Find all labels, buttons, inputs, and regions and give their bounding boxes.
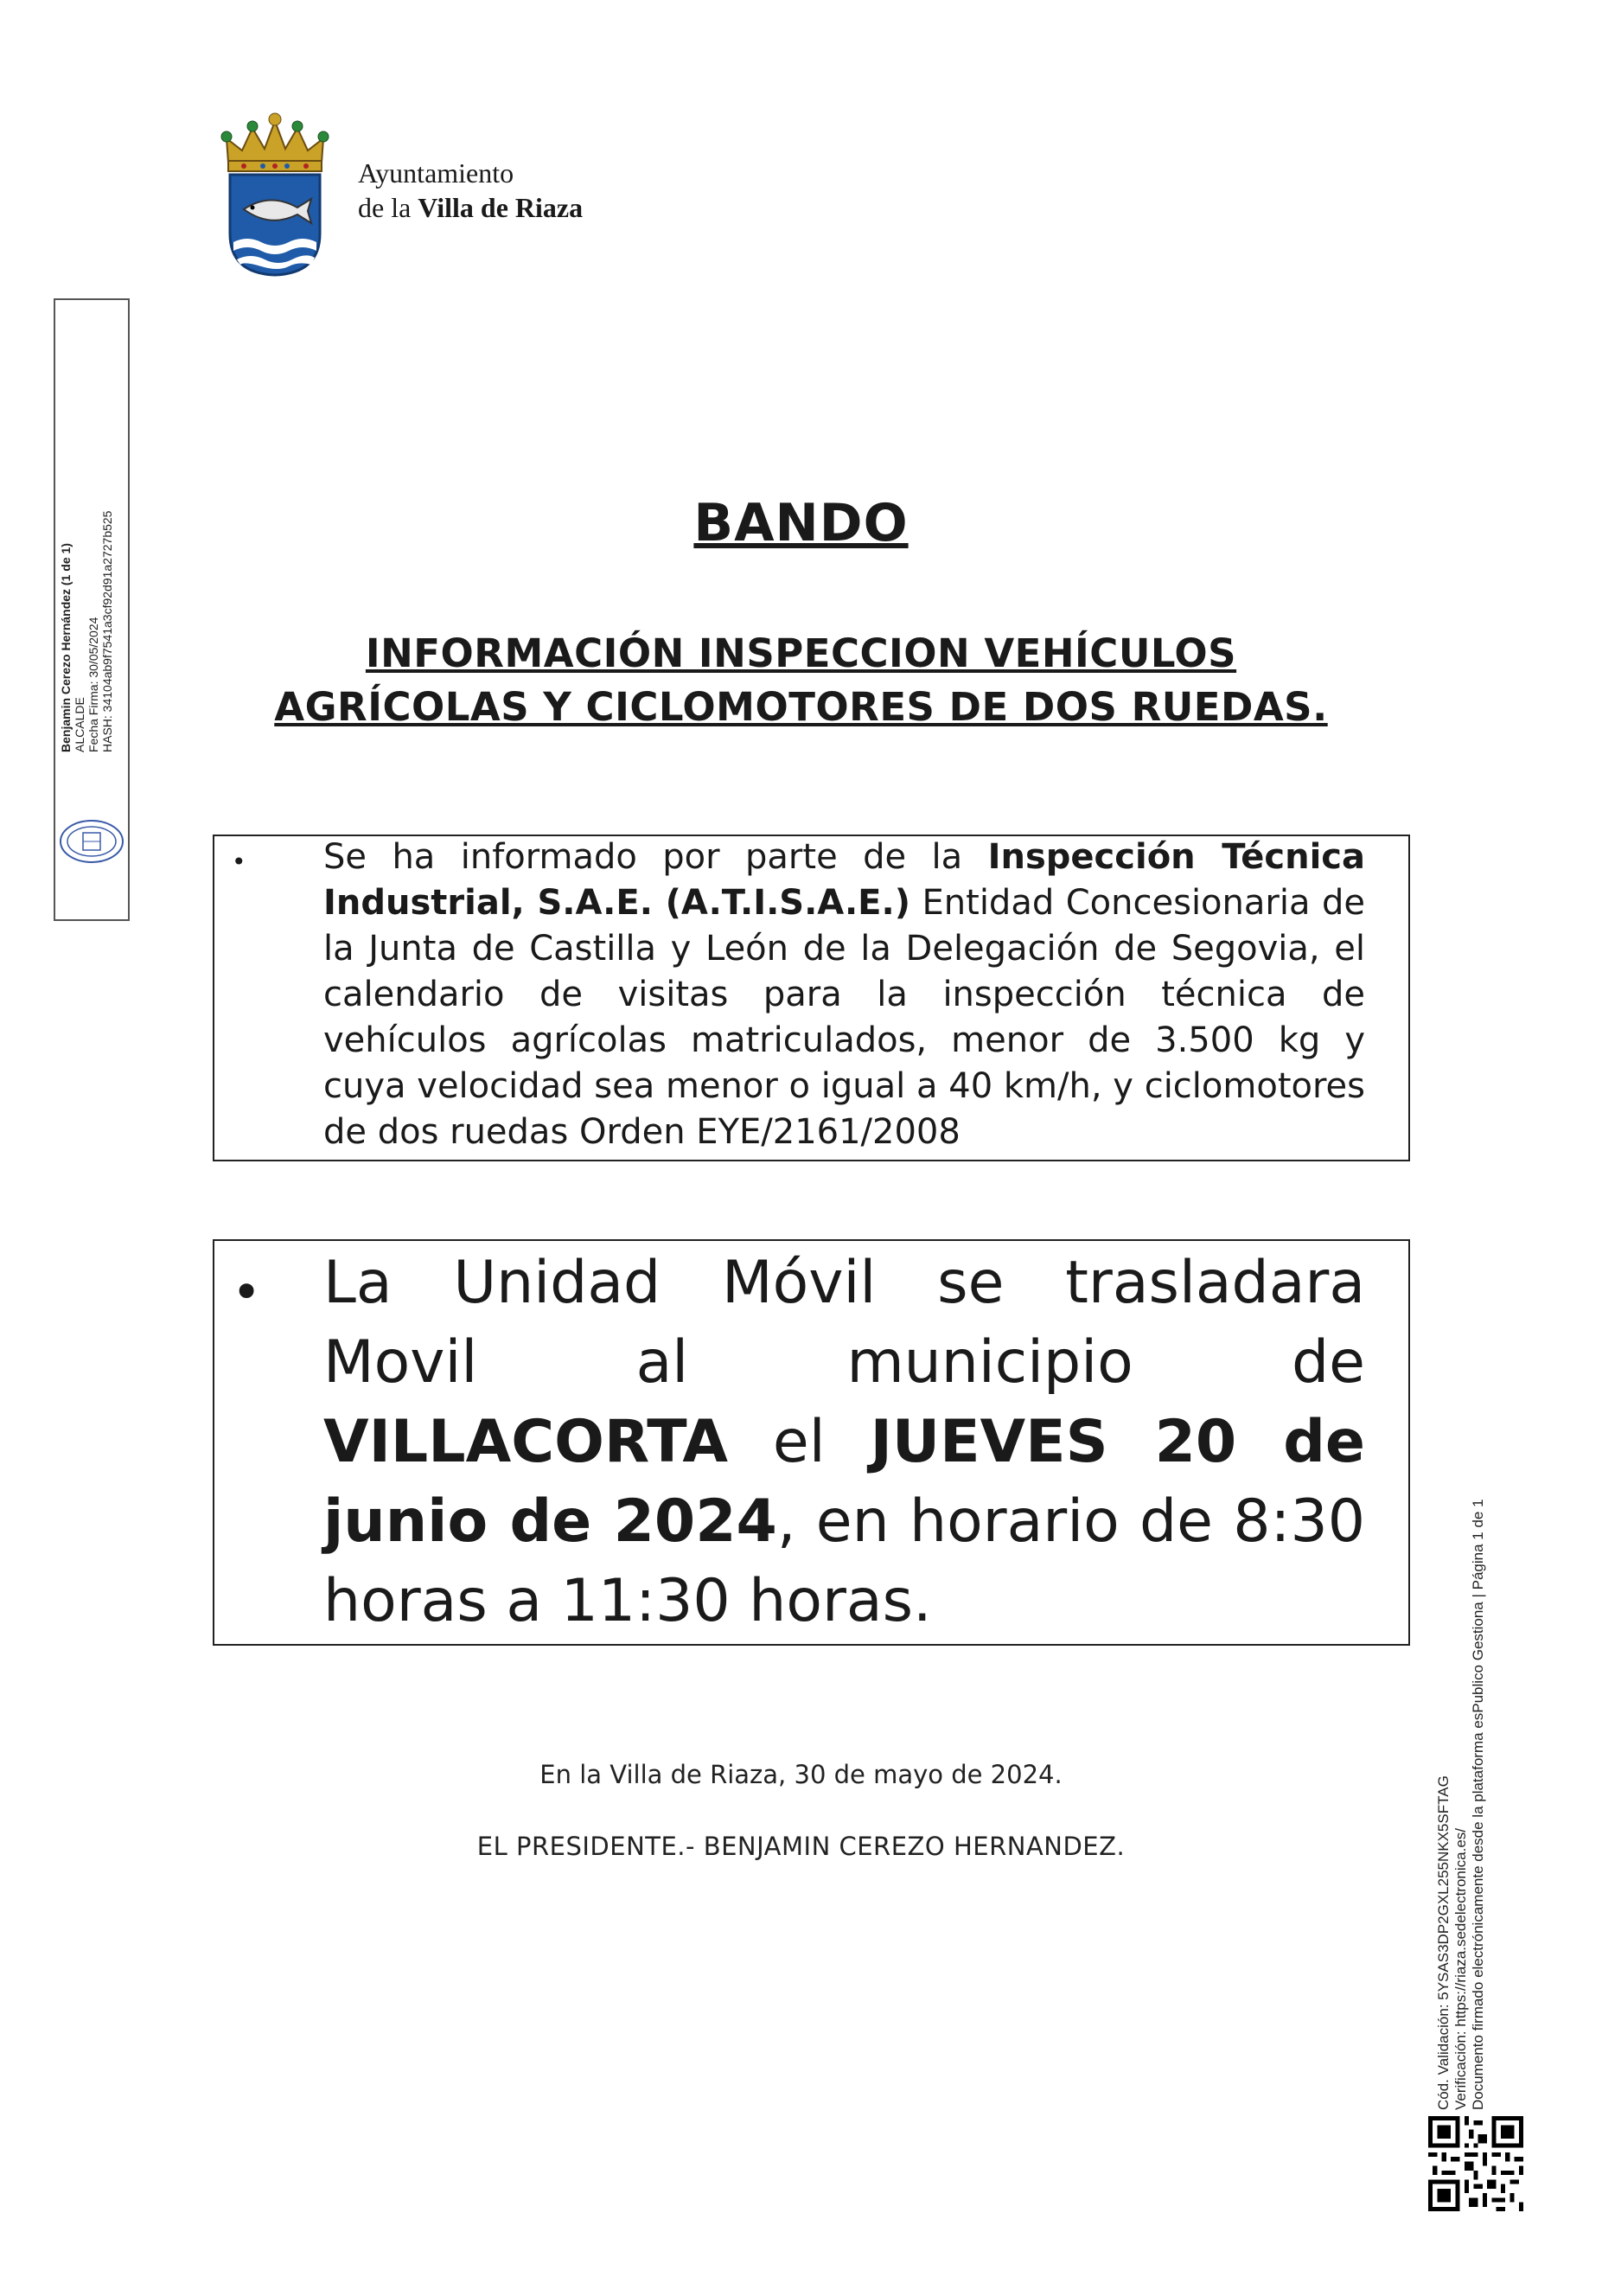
- p2-date: JUEVES 20 de junio de 2024: [323, 1408, 1365, 1556]
- verification-url: Verificación: https://riaza.sedelectronica.es/: [1452, 1828, 1469, 2110]
- p1-text-pre: Se ha informado por parte de la: [323, 837, 988, 877]
- p2-text-2: el: [727, 1408, 871, 1476]
- page-subtitle: [0, 627, 1602, 734]
- signature-name: Benjamin Cerezo Hernández (1 de 1): [59, 543, 73, 752]
- qr-code-icon: [1428, 2116, 1523, 2211]
- org-line-2-bold: Villa de Riaza: [418, 192, 584, 223]
- signature-date: Fecha Firma: 30/05/2024: [86, 617, 100, 752]
- organization-name: [358, 156, 583, 225]
- p2-text-1: La Unidad Móvil se trasladara Movil al municipio de: [323, 1249, 1365, 1397]
- signer: EL PRESIDENTE.- BENJAMIN CEREZO HERNANDEZ.: [476, 1832, 1126, 1861]
- place-date: En la Villa de Riaza, 30 de mayo de 2024.: [539, 1760, 1063, 1789]
- p1-text-post: Entidad Concesionaria de la Junta de Castilla y León de la Delegación de Segovia, el calendario de visitas para la inspección técnica de vehículos agrícolas matriculados, menor de 3.500 kg y cuya velocidad sea menor o igual a 40 km/h, y ciclomotores de dos ruedas Orden EYE/2161/2008: [323, 883, 1365, 1152]
- subtitle-line-1: INFORMACIÓN INSPECCION VEHÍCULOS: [365, 630, 1237, 676]
- verification-note: Documento firmado electrónicamente desde la plataforma esPublico Gestiona | Página 1 de 1: [1470, 1499, 1486, 2110]
- signature-hash: HASH: 34104ab9f7541a3cf92d91a2727b525: [100, 510, 114, 752]
- verification-code: Cód. Validación: 5YSAS3DP2GXL255NKX5SFTAG: [1435, 1775, 1452, 2110]
- page-title: BANDO: [693, 493, 909, 553]
- p2-municipality: VILLACORTA: [323, 1408, 728, 1476]
- org-line-2: [358, 190, 583, 225]
- p2-text-3: , en horario de 8:30 horas a 11:30 horas.: [323, 1487, 1365, 1635]
- verification-text: [1435, 1358, 1539, 2110]
- bullet-icon: •: [232, 847, 246, 876]
- org-line-2-prefix: de la: [358, 192, 418, 223]
- org-line-1: Ayuntamiento: [358, 157, 514, 189]
- p1-text-bold: Inspección Técnica Industrial, S.A.E. (A.T.I.S.A.E.): [323, 837, 1365, 923]
- coat-of-arms-icon: [218, 112, 332, 277]
- seal-icon: [57, 817, 126, 866]
- subtitle-line-2: AGRÍCOLAS Y CICLOMOTORES DE DOS RUEDAS.: [274, 684, 1328, 730]
- bullet-icon: •: [232, 1263, 262, 1321]
- inspection-paragraph: [323, 835, 1365, 1155]
- mobile-unit-paragraph: [323, 1244, 1365, 1641]
- signature-role: ALCALDE: [73, 697, 86, 752]
